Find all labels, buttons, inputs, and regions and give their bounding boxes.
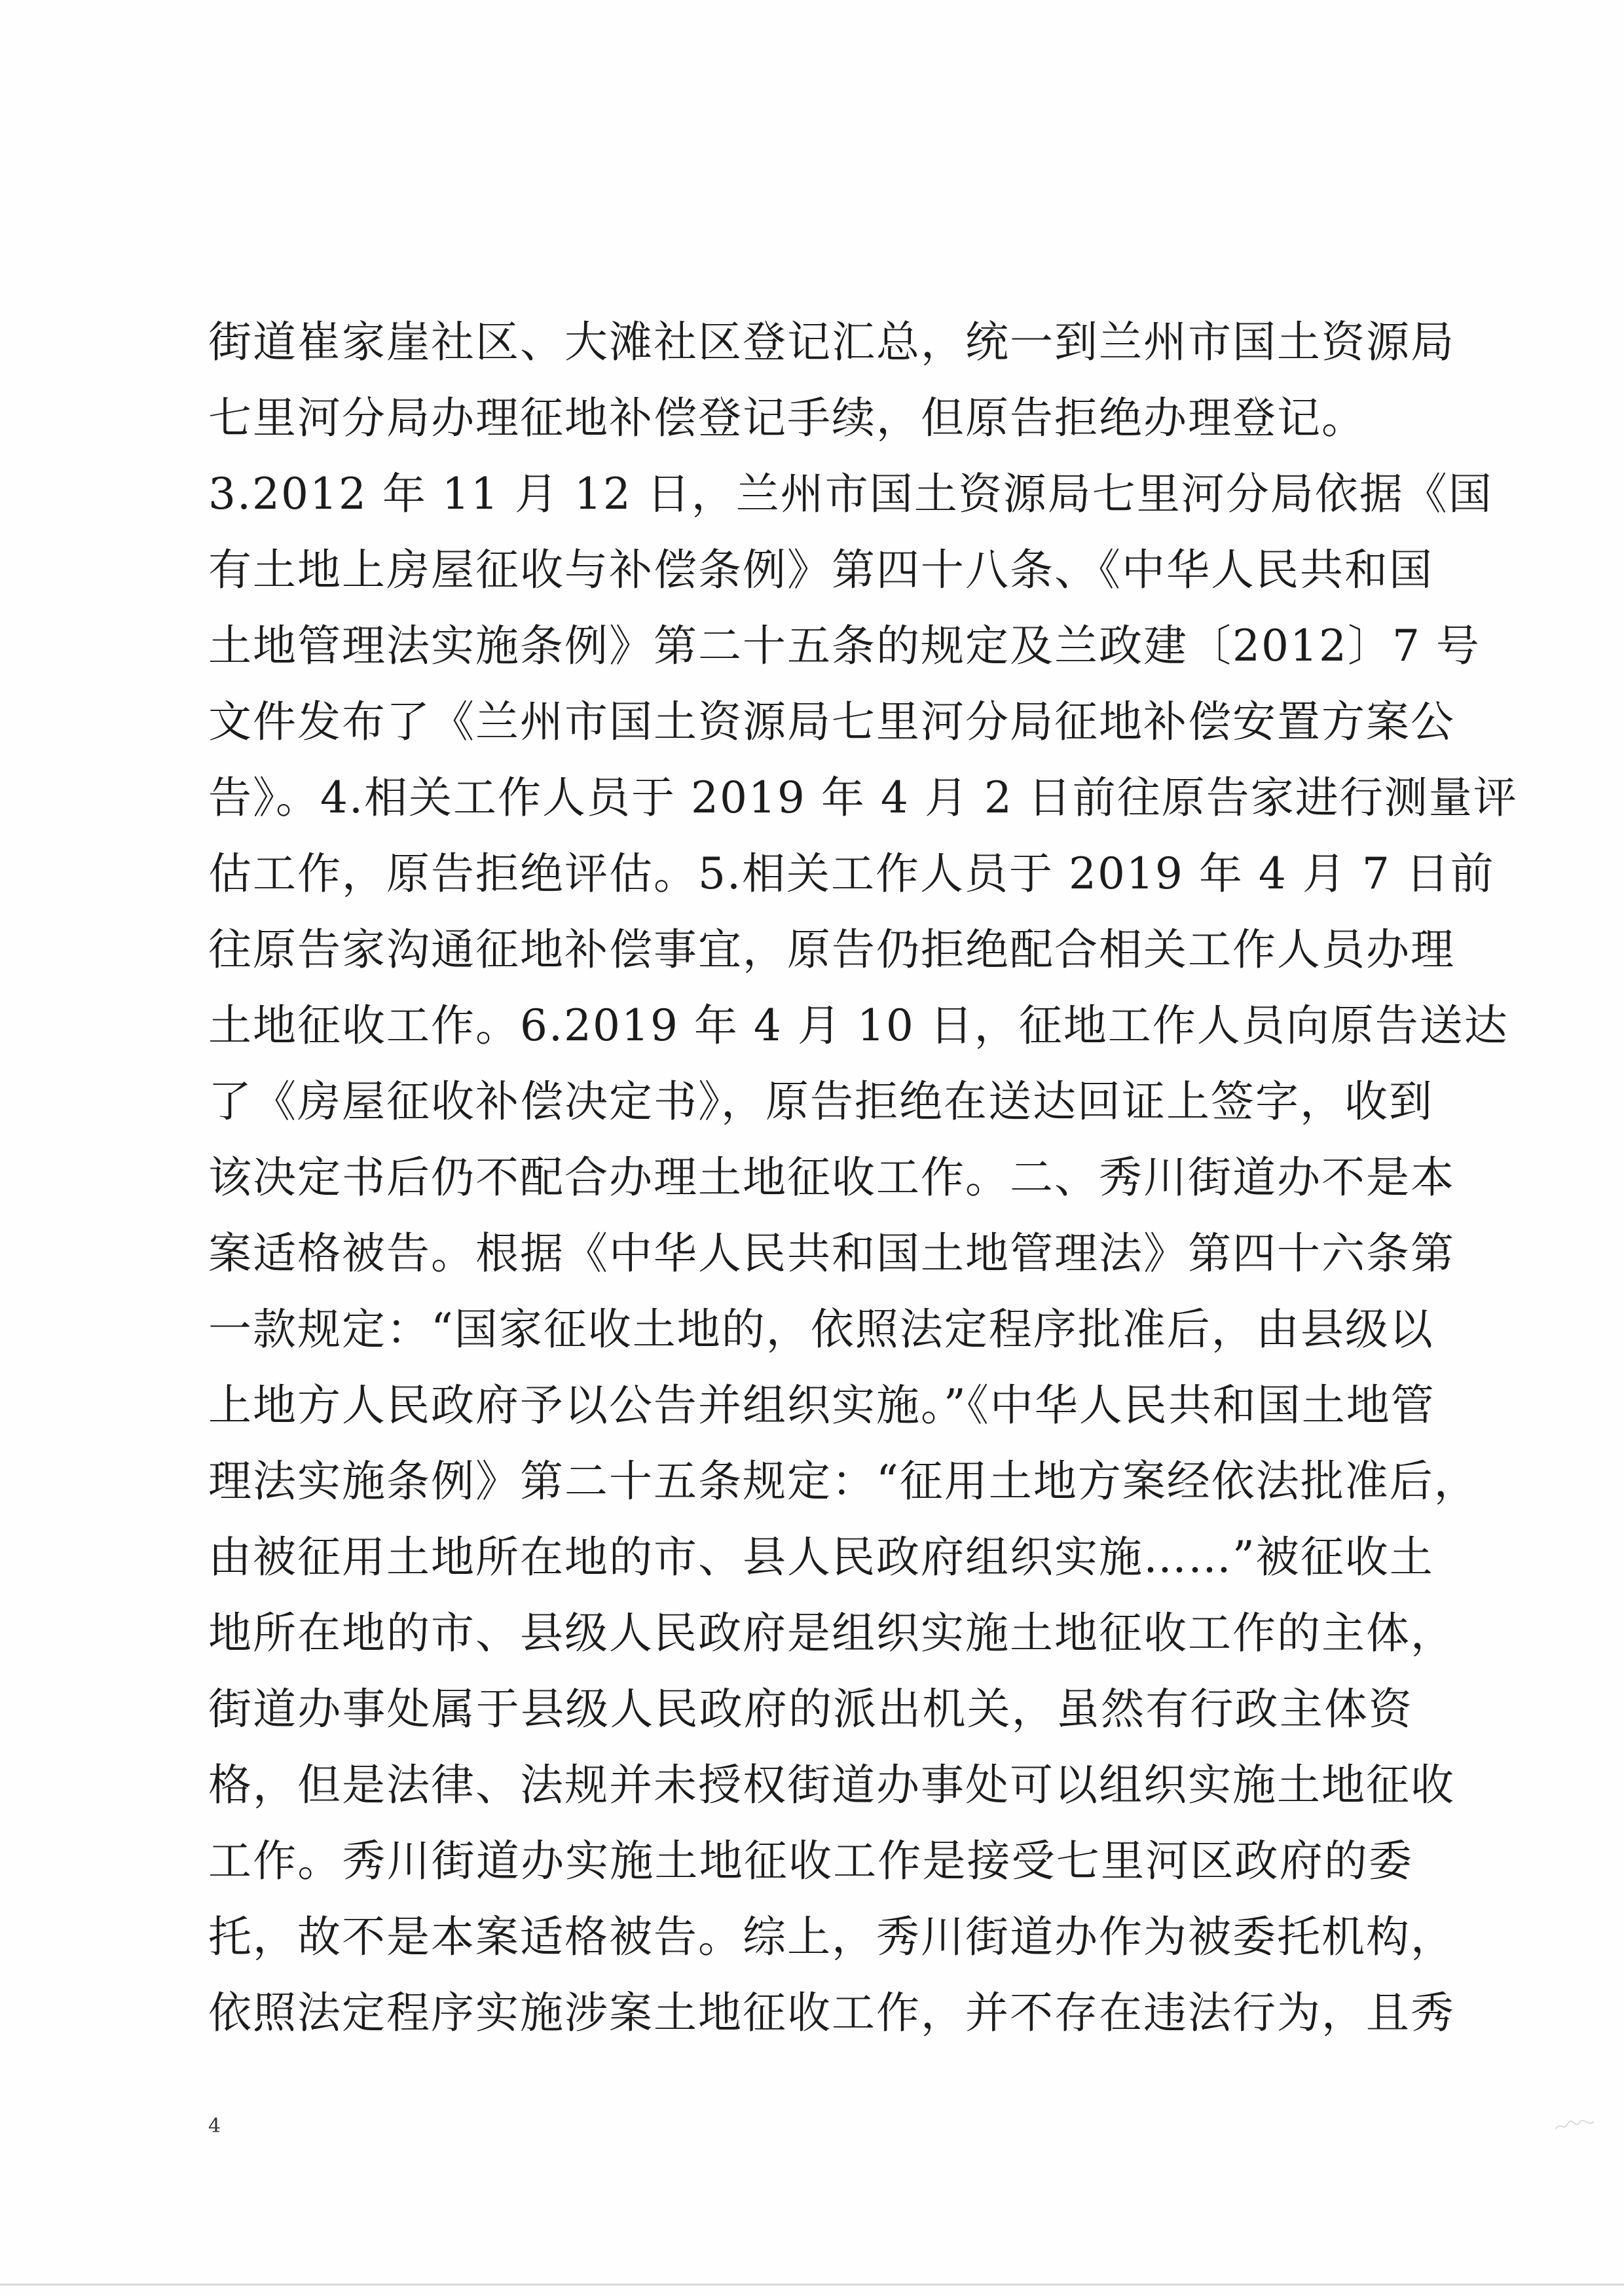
text-line: 了《房屋征收补偿决定书》，原告拒绝在送达回证上签字，收到 <box>208 1076 1433 1127</box>
document-body <box>208 304 1518 2051</box>
text-line: 案适格被告。根据《中华人民共和国土地管理法》第四十六条第 <box>208 1228 1455 1279</box>
text-line: 一款规定：“国家征收土地的，依照法定程序批准后，由县级以 <box>208 1304 1434 1355</box>
text-line: 有土地上房屋征收与补偿条例》第四十八条、《中华人民共和国 <box>208 545 1433 595</box>
text-line: 街道办事处属于县级人民政府的派出机关，虽然有行政主体资 <box>208 1684 1413 1734</box>
text-line: 格，但是法律、法规并未授权街道办事处可以组织实施土地征收 <box>208 1760 1455 1810</box>
text-line: 依照法定程序实施涉案土地征收工作，并不存在违法行为，且秀 <box>208 1988 1455 2038</box>
text-line: 该决定书后仍不配合办理土地征收工作。二、秀川街道办不是本 <box>208 1152 1455 1203</box>
text-line: 往原告家沟通征地补偿事宜，原告仍拒绝配合相关工作人员办理 <box>208 924 1455 975</box>
text-line: 理法实施条例》第二十五条规定：“征用土地方案经依法批准后， <box>208 1456 1479 1506</box>
text-line: 工作。秀川街道办实施土地征收工作是接受七里河区政府的委 <box>208 1836 1413 1886</box>
text-line: 文件发布了《兰州市国土资源局七里河分局征地补偿安置方案公 <box>208 697 1455 747</box>
text-line: 托，故不是本案适格被告。综上，秀川街道办作为被委托机构， <box>208 1912 1455 1962</box>
scan-bottom-edge <box>0 2284 1624 2286</box>
text-line: 估工作，原告拒绝评估。5.相关工作人员于 2019 年 4 月 7 日前 <box>208 848 1495 899</box>
page-number: 4 <box>208 2115 221 2138</box>
scan-artifact-mark <box>1553 2109 1596 2136</box>
text-line: 街道崔家崖社区、大滩社区登记汇总，统一到兰州市国土资源局 <box>208 317 1455 367</box>
text-line: 由被征用土地所在地的市、县人民政府组织实施……”被征收土 <box>208 1532 1434 1582</box>
text-line: 上地方人民政府予以公告并组织实施。”《中华人民共和国土地管 <box>208 1380 1435 1430</box>
text-line: 七里河分局办理征地补偿登记手续，但原告拒绝办理登记。 <box>208 393 1366 443</box>
text-line: 3.2012 年 11 月 12 日，兰州市国土资源局七里河分局依据《国 <box>208 469 1493 519</box>
text-line: 土地征收工作。6.2019 年 4 月 10 日，征地工作人员向原告送达 <box>208 1000 1509 1051</box>
text-line: 告》。4.相关工作人员于 2019 年 4 月 2 日前往原告家进行测量评 <box>208 773 1518 823</box>
text-line: 地所在地的市、县级人民政府是组织实施土地征收工作的主体， <box>208 1608 1455 1658</box>
text-line: 土地管理法实施条例》第二十五条的规定及兰政建〔2012〕7 号 <box>208 621 1481 671</box>
